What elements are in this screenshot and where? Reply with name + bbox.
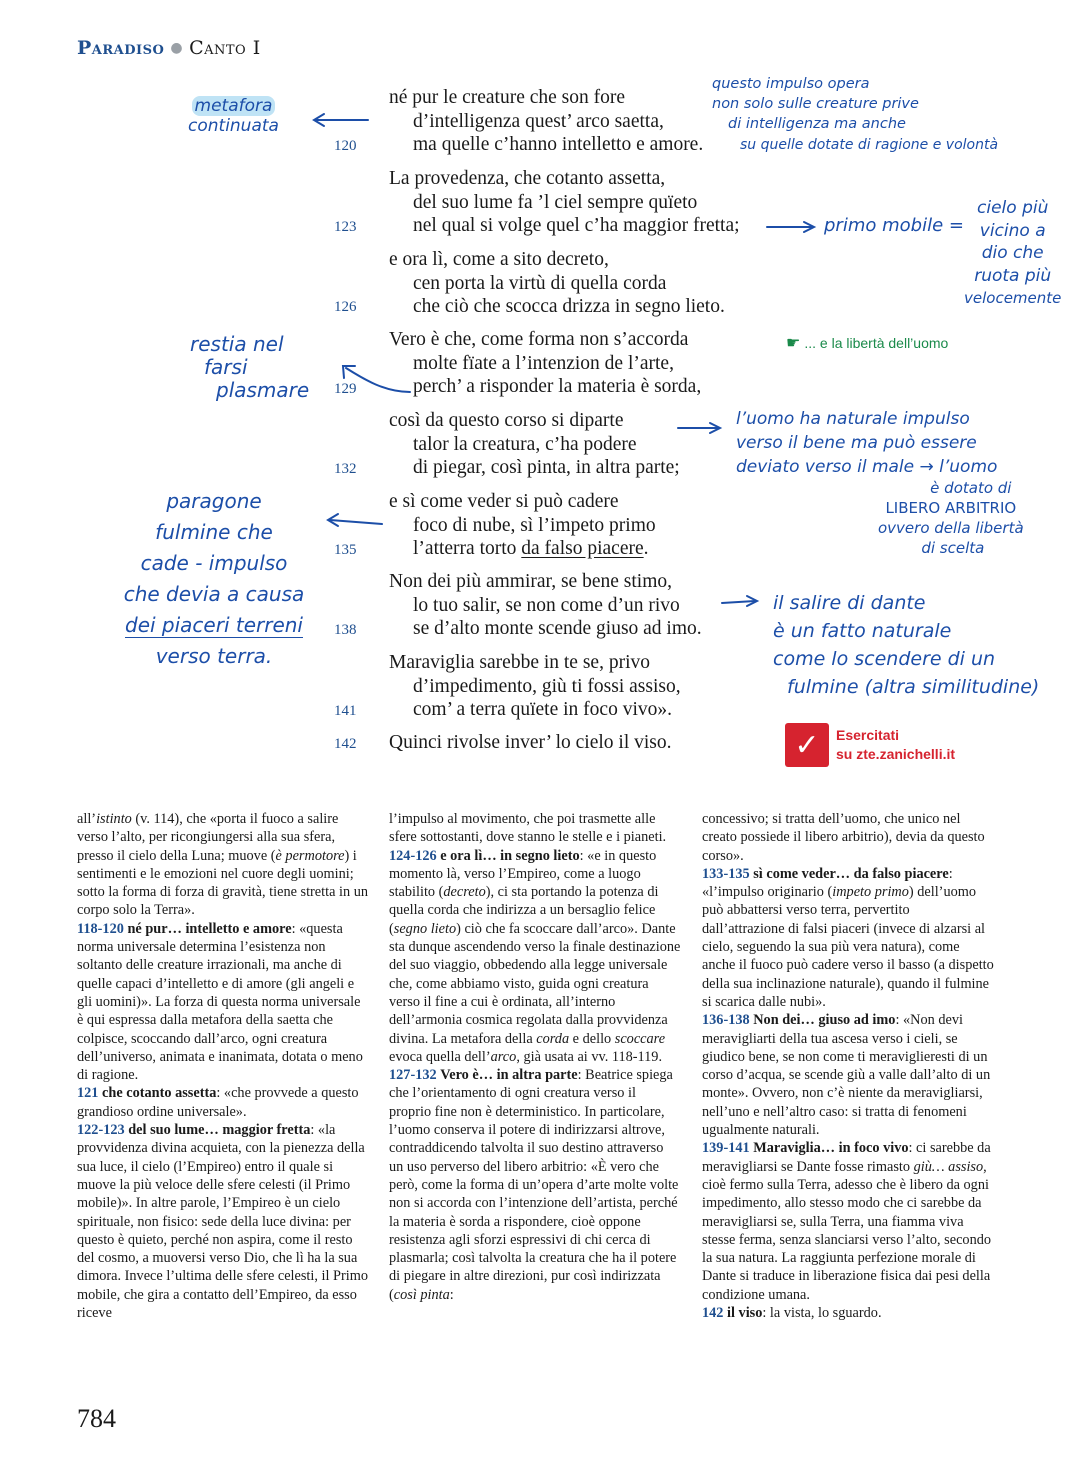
verse-line: La provedenza, che cotanto assetta, (389, 168, 666, 189)
verse-number: 138 (334, 622, 357, 638)
note-paragraph: l’impulso al movimento, che poi trasmette alle sfere sottostanti, dove stanno le stelle e i pianeti. (389, 811, 667, 846)
note-paragraph: 122-123 del suo lume… maggior fretta: «la provvidenza divina acquieta, con la pienezza della sua luce, il cielo (l’Empireo) entro il quale si muove la più veloce delle sfere celesti (il Primo mobile)». In altre parole, l’Empireo è un cielo spirituale, non fisico: sede della luce divina: per questo è quieto, perché non aspira, come il resto del cosmo, a muoversi verso Dio, che lì ha la sua dimora. Invece l’ultima delle sfere celesti, il Primo mobile, che gira a contatto dell’Empireo, da esso riceve (77, 1122, 368, 1322)
note-line: dio che (981, 243, 1044, 263)
note-line: è un fatto naturale (773, 620, 952, 642)
verse-text: l’atterra torto (413, 538, 522, 559)
note-line: LIBERO ARBITRIO (885, 499, 1017, 517)
note-line: l’uomo ha naturale impulso (736, 409, 970, 429)
verse-line: Vero è che, come forma non s’accorda (389, 329, 689, 350)
note-primo-mobile: primo mobile = (824, 215, 964, 236)
note-impulso-end: su quelle dotate di ragione e volontà (740, 137, 999, 153)
exercise-label: Esercitati (836, 727, 900, 743)
verse-line: di piegar, così pinta, in altra parte; (413, 457, 680, 478)
note-line: di scelta (921, 539, 985, 557)
note-line: il salire di dante (773, 592, 926, 614)
verse-line: molte fïate a l’intenzion de l’arte, (413, 352, 674, 374)
underlined-phrase: da falso piacere (521, 538, 644, 559)
notes-column-3 (702, 810, 994, 1322)
note-paragraph: 118-120 né pur… intelletto e amore: «questa norma universale determina l’esistenza non soltanto delle creature irrazionali, ma anche di quelle capaci d’intelletto e di amore (gli angeli e gli uomini)». La forza di questa norma universale è qui espressa dalla metafora della saetta che colpisce, scoccando dall’arco, ogni creatura dell’universo, animata e inanimata, dotata o meno di ragione. (77, 920, 363, 1084)
note-line: continuata (188, 116, 279, 137)
note-line: di intelligenza ma anche (728, 116, 906, 132)
verse-line: cen porta la virtù di quella corda (413, 272, 667, 294)
link-note[interactable] (786, 333, 948, 353)
pointing-hand-icon: ☛ (786, 335, 801, 352)
note-line: cade - impulso (140, 551, 288, 575)
note-line: vicino a (979, 220, 1046, 241)
verse-line: che ciò che scocca drizza in segno lieto. (413, 296, 725, 317)
verse-text: . (643, 538, 649, 559)
note-line: verso terra. (155, 644, 273, 668)
verse-number: 142 (334, 736, 357, 752)
note-line: ruota più (974, 265, 1052, 286)
verse-line: così da questo corso si diparte (389, 410, 624, 431)
notes-column-2 (389, 810, 681, 1304)
verse-number: 126 (334, 299, 357, 315)
note-line: paragone (166, 489, 262, 513)
note-line: metafora (192, 96, 276, 116)
note-line: non solo sulle creature prive (712, 96, 919, 112)
bullet-icon: ● (170, 40, 184, 56)
arrow-icon (722, 601, 755, 603)
note-line: dei piaceri terreni (125, 613, 303, 637)
book-title: Paradiso (77, 37, 165, 59)
note-line: fulmine che (155, 520, 273, 544)
exercise-url: su zte.zanichelli.it (836, 746, 956, 762)
note-paragraph: 124-126 e ora lì… in segno lieto: «e in questo momento là, verso l’Empireo, come a luogo stabilito (decreto), ci sta portando la potenza di quella corda che indirizza a un bersaglio felice (segno lieto) ciò che fa scoccare dall’arco». Dante sta dunque ascendendo verso la finale destinazione del suo viaggio, obbedendo alla legge universale che, come abbiamo visto, guida ogni creatura verso il fine a cui è ordinata, all’interno dell’armonia cosmica regolata dalla provvidenza divina. La metafora della corda e dello scoccare evoca quella dell’arco, già usata ai vv. 118-119. (389, 847, 681, 1065)
checkmark-icon: ✓ (785, 723, 829, 767)
verse-line: foco di nube, sì l’impeto primo (413, 514, 656, 536)
note-line: è dotato di (930, 479, 1012, 497)
note-line: velocemente (964, 289, 1062, 307)
exercise-text (836, 726, 955, 764)
note-line: che devia a causa (123, 582, 305, 606)
note-paragraph: all’istinto (v. 114), che «porta il fuoco a salire verso l’alto, per ricongiungersi alla sua sfera, presso il cielo della Luna; muove (è permotore) i sentimenti e le emozioni nel cuore degli uomini; sotto la forma di forza di gravità, tiene stretta in un corpo solo la Terra». (77, 811, 369, 919)
verse-number: 123 (334, 219, 357, 235)
note-line: farsi (204, 355, 248, 379)
verse-line: com’ a terra quïete in foco vivo». (413, 699, 672, 720)
verse-line: nel qual si volge quel c’ha maggior fretta; (413, 215, 740, 236)
verse-number: 120 (334, 138, 357, 154)
verse-line: ma quelle c’hanno intelletto e amore. (413, 134, 704, 155)
note-line: cielo più (977, 198, 1049, 218)
verse-line: talor la creatura, c’ha podere (413, 433, 637, 455)
note-paragraph: 121 che cotanto assetta: «che provvede a questo grandioso ordine universale». (77, 1085, 359, 1120)
note-line: fulmine (altra similitudine) (787, 676, 1040, 698)
note-paragraph: 127-132 Vero è… in altra parte: Beatrice spiega che l’orientamento di ogni creatura verso il proprio fine non è deterministico. In particolare, l’uomo conserva il potere di indirizzarsi altrove, contraddicendo talvolta il suo destino attraverso un uso perverso del libero arbitrio: «È vero che però, come la forma di un’opera d’arte molte volte non si accorda con l’intenzione dell’artista, perché la materia è sorda a rispondere, cioè oppone resistenza agli sforzi espressivi di chi cerca di plasmarla; così talvolta la creatura che ha il potere di piegare in altre direzioni, pur così indirizzata (così pinta: (389, 1067, 679, 1303)
verse-number: 132 (334, 461, 357, 477)
verse-number: 141 (334, 703, 357, 719)
note-line: ovvero della libertà (878, 519, 1024, 537)
note-line: plasmare (216, 378, 310, 402)
note-line: questo impulso opera (712, 76, 870, 92)
exercise-link[interactable] (785, 723, 955, 767)
verse-line: Maraviglia sarebbe in te se, privo (389, 652, 650, 673)
arrow-icon (346, 368, 410, 392)
note-paragraph: concessivo; si tratta dell’uomo, che unico nel creato possiede il libero arbitrio), devia da questo corso». (702, 811, 985, 864)
note-line: come lo scendere di un (773, 648, 996, 670)
link-note-text: ... e la libertà dell’uomo (804, 335, 949, 351)
note-line: verso il bene ma può essere (736, 433, 977, 453)
verse-number: 129 (334, 381, 357, 397)
verse-line: e sì come veder si può cadere (389, 491, 619, 512)
arrow-icon (330, 520, 382, 524)
note-paragraph: 136-138 Non dei… giuso ad imo: «Non devi meravigliarti della tua ascesa verso i cieli, se giudico bene, se non come ti meraviglieresti di un corso d’acqua, se scende giù a valle dall’alto di un monte». Ovvero, non c’è niente da meravigliarsi, nell’uno e nell’altro caso: si tratta di fenomeni ugualmente naturali. (702, 1012, 991, 1139)
verse-line: né pur le creature che son fore (389, 87, 626, 108)
verse-line: del suo lume fa ’l ciel sempre quïeto (413, 191, 698, 213)
verse-line: d’intelligenza quest’ arco saetta, (413, 110, 664, 132)
verse-number: 135 (334, 542, 357, 558)
notes-column-1 (77, 810, 369, 1322)
note-paragraph: 139-141 Maraviglia… in foco vivo: ci sarebbe da meravigliarsi se Dante fosse rimasto giù… assiso, cioè fermo sulla Terra, adesso che è libero da ogni impedimento, allo stesso modo che ci sarebbe da meravigliarsi se, sulla Terra, una fiamma viva stesse ferma, senza slanciarsi verso l’alto, secondo la sua natura. La raggiunta perfezione morale di Dante si traduce in liberazione fisica dai pesi della condizione umana. (702, 1140, 992, 1303)
verse-line: perch’ a risponder la materia è sorda, (413, 376, 702, 397)
canto-title: Canto I (189, 37, 261, 59)
verse-line: Quinci rivolse inver’ lo cielo il viso. (389, 732, 672, 753)
verse-line: se d’alto monte scende giuso ad imo. (413, 618, 702, 639)
verse-line: e ora lì, come a sito decreto, (389, 249, 609, 270)
page-number: 784 (77, 1404, 116, 1433)
verse-line: Non dei più ammirar, se bene stimo, (389, 571, 672, 592)
note-line: deviato verso il male → l’uomo (736, 457, 998, 477)
verse-line: lo tuo salir, se non come d’un rivo (413, 594, 680, 616)
note-paragraph: 133-135 sì come veder… da falso piacere: «l’impulso originario (impeto primo) dell’uomo può abbattersi verso terra, pervertito dall’attrazione di falsi piaceri (invece di alzarsi al cielo, seguendo la sua più vera natura), come anche il fuoco può cadere verso il basso (a dispetto della sua inclinazione naturale), quando il fulmine si scarica dalle nubi». (702, 865, 994, 1010)
verse-line: d’impedimento, giù ti fossi assiso, (413, 675, 681, 697)
note-line: restia nel (190, 332, 284, 356)
note-paragraph: 142 il viso: la vista, lo sguardo. (702, 1305, 882, 1322)
